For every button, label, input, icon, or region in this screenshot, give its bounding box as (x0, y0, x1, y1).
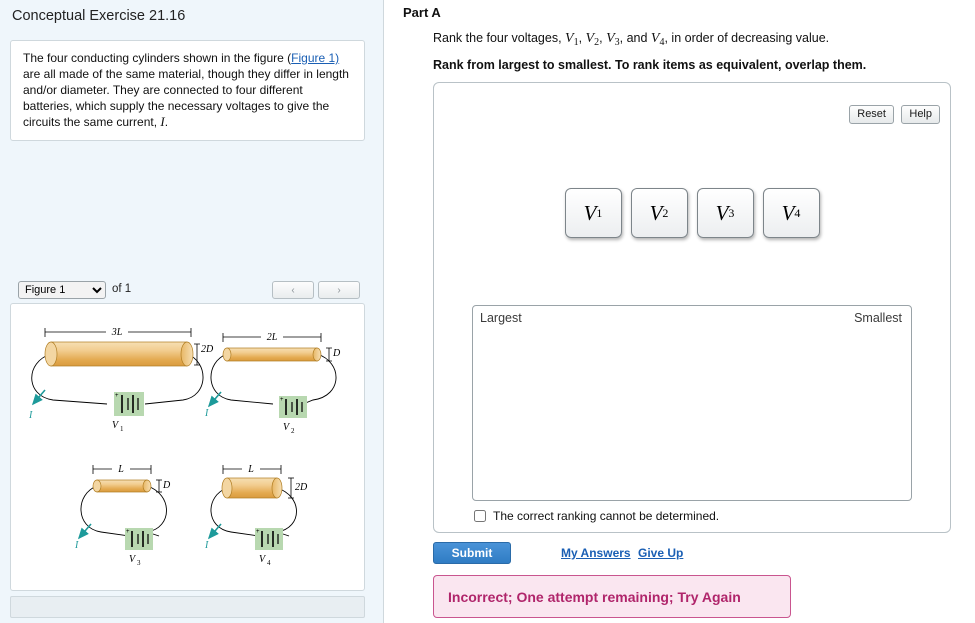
figure-navigation-bar (10, 281, 365, 301)
problem-statement (10, 40, 365, 141)
ranking-drop-zone[interactable] (472, 305, 912, 501)
tile-v3[interactable] (697, 188, 754, 238)
part-label: Part A (403, 5, 441, 20)
svg-text:I: I (205, 540, 209, 551)
previous-figure-button[interactable]: ‹ (272, 281, 314, 299)
svg-text:1: 1 (120, 425, 124, 433)
svg-text:I: I (75, 540, 79, 551)
answer-panel (385, 0, 975, 623)
feedback-text: Incorrect; One attempt remaining; Try Again (448, 588, 741, 605)
ranking-widget (433, 82, 951, 533)
figure-panel-footer (10, 596, 365, 618)
tile-v3-sub: 3 (728, 205, 735, 220)
question-v2: V (585, 31, 595, 46)
svg-text:V: V (259, 554, 266, 565)
feedback-banner (433, 575, 791, 618)
svg-text:V: V (112, 420, 119, 431)
svg-text:+: + (256, 529, 260, 535)
question-tail: , in order of decreasing value. (664, 31, 830, 45)
svg-text:L: L (248, 464, 254, 475)
next-figure-button[interactable]: › (318, 281, 360, 299)
give-up-link[interactable]: Give Up (638, 546, 684, 560)
svg-text:+: + (115, 393, 119, 399)
svg-text:+: + (126, 529, 130, 535)
tile-v4-symbol: V (781, 200, 795, 225)
tile-v1-symbol: V (583, 200, 597, 225)
tile-v1[interactable] (565, 188, 622, 238)
page-title: Conceptual Exercise 21.16 (12, 8, 186, 24)
circuit-4 (204, 462, 308, 567)
tile-v2[interactable] (631, 188, 688, 238)
tile-v3-symbol: V (715, 200, 729, 225)
cannot-determine-row (474, 509, 719, 523)
question-sep-2: , (599, 31, 607, 45)
largest-label: Largest (480, 311, 522, 325)
question-v1: V (565, 31, 574, 46)
svg-text:+: + (280, 397, 284, 403)
my-answers-link[interactable]: My Answers (561, 546, 631, 560)
tile-v1-sub: 1 (596, 205, 603, 220)
figure-select[interactable] (18, 281, 106, 299)
left-problem-panel (0, 0, 384, 623)
smallest-label: Smallest (854, 311, 902, 325)
svg-text:V: V (283, 422, 290, 433)
figure-1-link[interactable]: Figure 1) (291, 51, 340, 65)
question-lead: Rank the four voltages, (433, 31, 566, 45)
svg-text:L: L (118, 464, 124, 475)
tile-v4-sub: 4 (794, 205, 801, 220)
svg-text:2L: 2L (266, 332, 278, 343)
circuit-1 (28, 325, 214, 433)
figure-image-container[interactable] (10, 303, 365, 591)
question-v4-sub: 4 (659, 37, 665, 48)
tile-v4[interactable] (763, 188, 820, 238)
question-v3: V (606, 31, 615, 46)
svg-text:D: D (163, 480, 171, 491)
submit-button[interactable]: Submit (433, 542, 511, 564)
question-v1-sub: 1 (573, 37, 579, 48)
tile-v2-symbol: V (649, 200, 663, 225)
svg-text:2: 2 (291, 427, 295, 435)
question-v3-sub: 3 (614, 37, 620, 48)
ranking-instruction: Rank from largest to smallest. To rank items as equivalent, overlap them. (433, 58, 867, 72)
svg-text:2D: 2D (295, 482, 308, 493)
problem-text-end: . (164, 115, 169, 129)
circuit-2 (204, 330, 341, 435)
question-v4: V (650, 31, 660, 46)
current-symbol: I (160, 114, 165, 129)
svg-text:I: I (29, 410, 33, 421)
draggable-tiles (434, 188, 950, 238)
svg-text:I: I (205, 408, 209, 419)
question-v2-sub: 2 (594, 37, 600, 48)
svg-text:3: 3 (137, 559, 141, 567)
tile-v2-sub: 2 (662, 205, 669, 220)
reset-button[interactable]: Reset (849, 105, 894, 124)
figure-count-label: of 1 (112, 283, 132, 295)
svg-text:D: D (333, 348, 341, 359)
svg-text:V: V (129, 554, 136, 565)
question-sep-3: , and (619, 31, 651, 45)
cannot-determine-checkbox[interactable] (474, 510, 486, 522)
question-prompt (433, 31, 829, 48)
cannot-determine-label: The correct ranking cannot be determined. (493, 509, 720, 523)
svg-text:4: 4 (267, 559, 271, 567)
question-sep-1: , (578, 31, 586, 45)
help-button[interactable]: Help (901, 105, 940, 124)
problem-text-middle: are all made of the same material, though they differ in length and/or diameter. They are connected to four different batteries, which supply the necessary voltages to give the circuits the same current, (23, 67, 349, 129)
problem-text-prefix: The four conducting cylinders shown in the figure ( (23, 51, 292, 65)
svg-text:3L: 3L (111, 327, 123, 338)
svg-text:2D: 2D (201, 344, 214, 355)
circuit-3 (74, 462, 171, 567)
figure-1-diagram (11, 304, 364, 590)
